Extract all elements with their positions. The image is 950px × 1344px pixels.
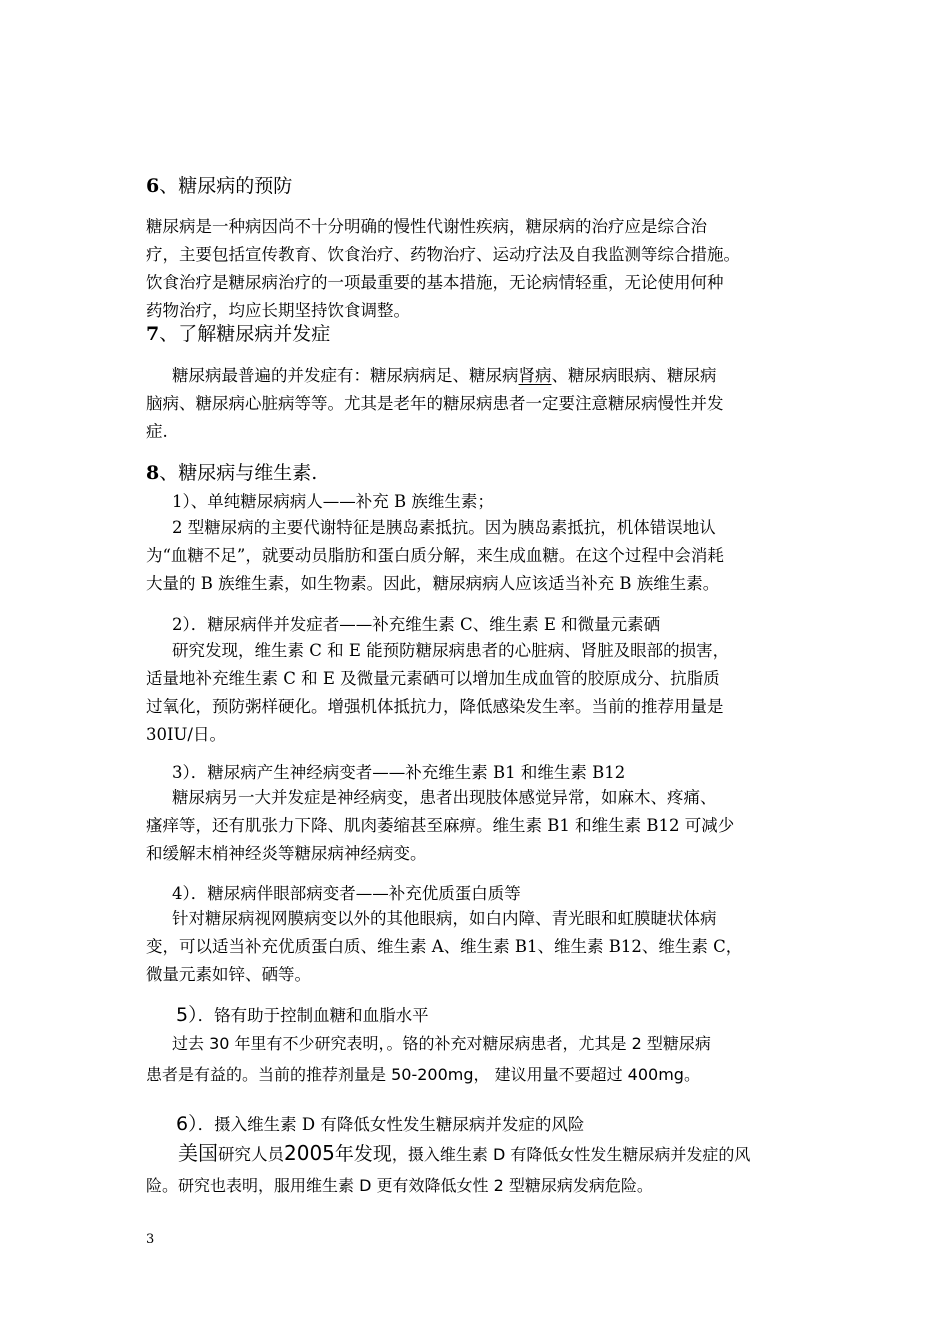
item-2-line: 适量地补充维生素 C 和 E 及微量元素硒可以增加生成血管的胶原成分、抗脂质	[146, 669, 720, 688]
section-7-line: 症.	[146, 422, 168, 441]
section-7-line	[146, 362, 808, 390]
item-2-line: 30IU/日。	[146, 725, 226, 744]
item-3-heading: 3）．糖尿病产生神经病变者——补充维生素 B1 和维生素 B12	[172, 763, 626, 782]
item-6-number: 6）	[176, 1113, 198, 1135]
page-number: 3	[146, 1232, 155, 1247]
item-6-line: 险。研究也表明，服用维生素 D 更有效降低女性 2 型糖尿病发病危险。	[146, 1176, 653, 1195]
item-5-paragraph	[146, 1028, 808, 1090]
item-1-heading: 1）、单纯糖尿病病人——补充 B 族维生素；	[172, 492, 494, 511]
section-6-line: 药物治疗，均应长期坚持饮食调整。	[146, 301, 410, 320]
item-3-line: 和缓解末梢神经炎等糖尿病神经病变。	[146, 844, 427, 863]
item-4-heading: 4）．糖尿病伴眼部病变者——补充优质蛋白质等	[172, 884, 521, 903]
item-3-line: 糖尿病另一大并发症是神经病变，患者出现肢体感觉异常，如麻木、疼痛、	[172, 788, 717, 807]
kidney-disease-link: 肾病	[518, 366, 552, 385]
section-6-paragraph	[146, 213, 808, 325]
item-1-paragraph	[146, 514, 808, 598]
item-4-line: 微量元素如锌、硒等。	[146, 965, 311, 984]
section-8-heading	[146, 461, 317, 485]
section-6-number: 6	[146, 175, 160, 197]
section-7-title: 、了解糖尿病并发症	[159, 323, 331, 345]
section-7-text: 糖尿病最普遍的并发症有：糖尿病病足、糖尿病	[172, 366, 519, 385]
item-2-heading: 2）．糖尿病伴并发症者——补充维生素 C、维生素 E 和微量元素硒	[172, 615, 661, 634]
item-1-line: 2 型糖尿病的主要代谢特征是胰岛素抵抗。因为胰岛素抵抗，机体错误地认	[172, 518, 716, 537]
item-5-line: 患者是有益的。当前的推荐剂量是 50-200mg， 建议用量不要超过 400mg。	[146, 1065, 700, 1084]
item-6-paragraph	[146, 1138, 808, 1201]
item-4-line: 变，可以适当补充优质蛋白质、维生素 A、维生素 B1、维生素 B12、维生素 C，	[146, 937, 743, 956]
item-6-year: 2005	[284, 1141, 335, 1165]
section-8-number: 8	[146, 462, 160, 484]
section-7-number: 7	[146, 323, 160, 345]
item-6-text: 研究人员	[218, 1145, 284, 1164]
item-5-title: ．铬有助于控制血糖和血脂水平	[197, 1006, 429, 1025]
item-6-text: ，摄入维生素 D 有降低女性发生糖尿病并发症的风	[391, 1145, 751, 1164]
item-3-line: 瘙痒等，还有肌张力下降、肌肉萎缩甚至麻痹。维生素 B1 和维生素 B12 可减少	[146, 816, 735, 835]
item-6-title: ．摄入维生素 D 有降低女性发生糖尿病并发症的风险	[197, 1115, 585, 1134]
section-7-line: 脑病、糖尿病心脏病等等。尤其是老年的糖尿病患者一定要注意糖尿病慢性并发	[146, 394, 724, 413]
section-6-line: 饮食治疗是糖尿病治疗的一项最重要的基本措施，无论病情轻重，无论使用何种	[146, 273, 724, 292]
item-6-heading	[176, 1111, 584, 1138]
item-2-line: 过氧化，预防粥样硬化。增强机体抵抗力，降低感染发生率。当前的推荐用量是	[146, 697, 724, 716]
item-6-line	[146, 1138, 808, 1170]
item-6-text: 美国	[178, 1141, 218, 1165]
item-3-paragraph	[146, 784, 808, 868]
item-6-text: 年发现	[334, 1143, 392, 1165]
section-7-paragraph	[146, 362, 808, 446]
section-6-heading	[146, 174, 292, 198]
item-5-number: 5）	[176, 1004, 198, 1026]
section-6-title: 、糖尿病的预防	[159, 175, 293, 197]
item-5-line: 过去 30 年里有不少研究表明，。铬的补充对糖尿病患者，尤其是 2 型糖尿病	[172, 1034, 711, 1053]
section-7-text: 、糖尿病眼病、糖尿病	[551, 366, 717, 385]
section-8-title: 、糖尿病与维生素.	[159, 462, 318, 484]
item-2-paragraph	[146, 637, 808, 749]
item-4-line: 针对糖尿病视网膜病变以外的其他眼病，如白内障、青光眼和虹膜睫状体病	[172, 909, 717, 928]
section-7-heading	[146, 322, 330, 346]
section-6-line: 糖尿病是一种病因尚不十分明确的慢性代谢性疾病，糖尿病的治疗应是综合治	[146, 217, 707, 236]
item-5-heading	[176, 1002, 429, 1029]
item-1-line: 大量的 B 族维生素，如生物素。因此，糖尿病病人应该适当补充 B 族维生素。	[146, 574, 720, 593]
item-2-line: 研究发现，维生素 C 和 E 能预防糖尿病患者的心脏病、肾脏及眼部的损害，	[172, 641, 730, 660]
item-4-paragraph	[146, 905, 808, 989]
section-6-line: 疗，主要包括宣传教育、饮食治疗、药物治疗、运动疗法及自我监测等综合措施。	[146, 245, 740, 264]
item-1-line: 为“血糖不足”，就要动员脂肪和蛋白质分解，来生成血糖。在这个过程中会消耗	[146, 546, 724, 565]
